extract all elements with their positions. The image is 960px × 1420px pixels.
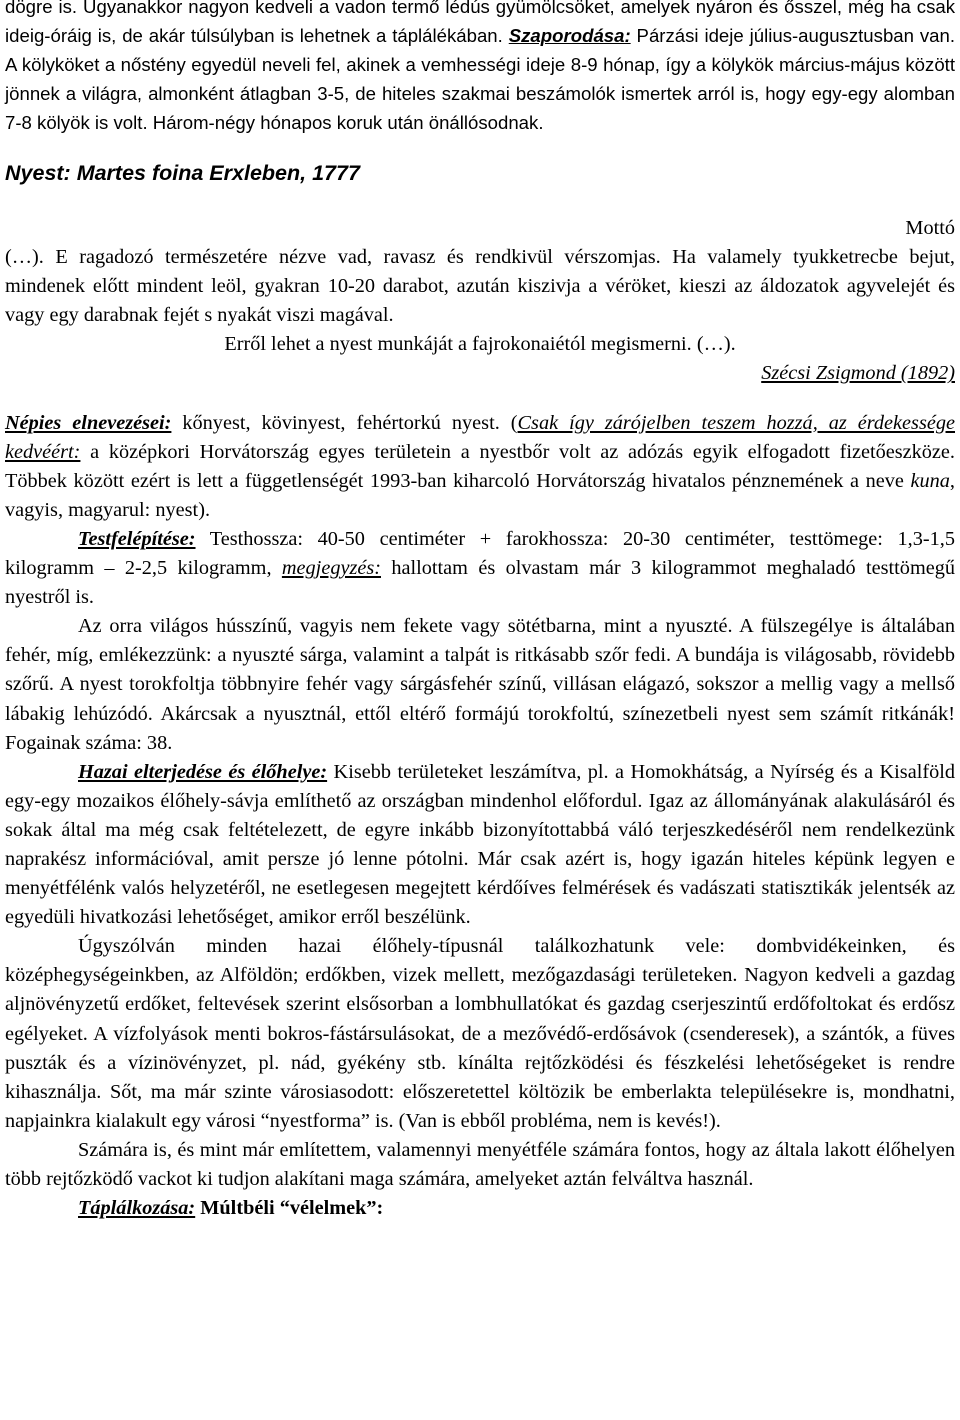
reproduction-text: Párzási ideje július-augusztusban van. A kölyköket a nőstény egyedül neveli fel, akinek a vemhességi ideje 8-9 hónap, így a kölykök március-május között jönnek a világra, almonként átlagban 3-5, de hiteles szakmai beszámolók ismertek arról is, hogy egy-egy alomban 7-8 kölyök is volt. Három-négy hónapos koruk után önállósodnak. xyxy=(5,25,956,133)
body-build-label: Testfelépítése: xyxy=(78,527,196,550)
body-build-note-label: megjegyzés: xyxy=(281,557,381,580)
distribution-label: Hazai elterjedése és élőhelye: xyxy=(78,760,328,783)
motto-author: Szécsi Zsigmond (1892) xyxy=(761,362,955,385)
distribution-text: Kisebb területeket leszámítva, pl. a Homokhátság, a Nyírség és a Kisalföld egy-egy mozaikos élőhely-sávja említhető az országban mindenhol előfordul. Igaz az állományának alakulásáról és sokak által ma még csak feltételezett, de egyre inkább bizonyítottabbá váló terjeszkedéséről nem rendelkezünk naprakész információval, amit persze jó lenne pótolni. Már csak azért is, hogy igazán hiteles képünk legyen e menyétfélénk valós helyzetéről, ne esetlegesen megejtett kérdőíves felmérések és vadászati statisztikák jelentsék az egyedüli hivatkozási lehetőséget, amikor erről beszélünk. xyxy=(5,760,955,929)
diet-label: Táplálkozása: xyxy=(78,1197,196,1220)
species-heading: Nyest: Martes foina Erxleben, 1777 xyxy=(5,161,360,185)
motto-label: Mottó xyxy=(905,217,955,239)
folk-names-end: , vagyis, magyarul: nyest). xyxy=(5,469,955,521)
folk-names-text: kőnyest, kövinyest, fehértorkú nyest. ( xyxy=(171,411,518,434)
motto-quote: (…). E ragadozó természetére nézve vad, ravasz és rendkivül vérszomjas. Ha valamely tyukketrecbe bejut, mindenek előtt mindent leöl, gyakran 10-20 darabot, azután kiszivja a véröket, kieszi az áldozatok agyvelejét és vagy egy darabnak fejét s nyakát viszi magával. xyxy=(5,246,955,327)
folk-names-label: Népies elnevezései: xyxy=(5,411,172,434)
distribution-paragraph xyxy=(5,758,955,933)
body-build-note-text: hallottam és olvastam már 3 kilogrammot meghaladó testtömegű nyestről is. xyxy=(5,557,956,609)
intro-diet-text: dögre is. Ugyanakkor nagyon kedveli a vadon termő lédús gyümölcsöket, amelyek nyáron és ősszel, még ha csak ideig-óráig is, de akár túlsúlyban is lehetnek a táplálékában. xyxy=(5,0,955,46)
diet-paragraph xyxy=(5,1194,955,1223)
hiding-paragraph: Számára is, és mint már említettem, valamennyi menyétféle számára fontos, hogy az általa lakott élőhelyen több rejtőzködő vackot ki tudjon alakítani maga számára, amelyeket aztán felváltva használ. xyxy=(5,1138,955,1190)
intro-paragraph xyxy=(5,0,955,137)
motto-quote-end: Erről lehet a nyest munkáját a fajrokonaiétól megismerni. (…). xyxy=(224,333,736,356)
reproduction-label: Szaporodása: xyxy=(508,25,631,46)
kuna-word: kuna xyxy=(910,469,950,492)
folk-names-paragraph xyxy=(5,409,955,525)
appearance-paragraph: Az orra világos hússzínű, vagyis nem fekete vagy sötétbarna, mint a nyuszté. A fülszegélye is általában fehér, míg, emlékezzünk: a nyuszté sárga, valamint a talpát is ritkásabb szőr fedi. A bundája is világosabb, rövidebb szőrű. A nyest torokfoltja többnyire fehér vagy sárgásfehér színű, villásan elágazó, sokszor a mellig vagy a mellső lábakig lehúzódó. Akárcsak a nyusztnál, ettől eltérő formájú torokfoltú, színezetbeli nyest sem számít ritkánák! Fogainak száma: 38. xyxy=(5,615,955,754)
habitat-paragraph: Úgyszólván minden hazai élőhely-típusnál találkozhatunk vele: dombvidékeinken, és középhegységeinkben, az Alföldön; erdőkben, vizek mellett, mezőgazdasági területeken. Nagyon kedveli a gazdag aljnövényzetű erdőket, feltevések szerint elsősorban a lombhullatókat és gazdag cserjeszintű erdőfoltokat és erdősz egélyeket. A vízfolyások menti bokros-fástársulásokat, de a mezővédő-erdősávok (csenderesek), a szántók, a füves puszták és a vízinövényzet, pl. nád, gyékény stb. kínálta rejtőzködési és fészkelési lehetőségeket is rendre kihasználja. Sőt, ma már szinte városiasodott: előszeretettel költözik be emberlakta településekre is, mondhatni, napjainkra kialakult egy városi “nyestforma” is. (Van is ebből probléma, nem is kevés!). xyxy=(5,935,955,1132)
diet-text: Múltbéli “vélelmek”: xyxy=(195,1197,384,1220)
folk-names-history: a középkori Horvátország egyes területein a nyestbőr volt az adózás egyik elfogadott fizetőeszköze. Többek között ezért is lett a függetlenségét 1993-ban kiharcoló Horvátország hivatalos pénznemének a neve xyxy=(5,440,955,492)
body-build-text: Testhossza: 40-50 centiméter + farokhossza: 20-30 centiméter, testtömege: 1,3-1,5 kilogramm – 2-2,5 kilogramm, xyxy=(5,527,955,580)
body-build-paragraph xyxy=(5,525,955,612)
folk-names-note: Csak így zárójelben teszem hozzá, az érdekessége kedvéért: xyxy=(5,411,955,463)
